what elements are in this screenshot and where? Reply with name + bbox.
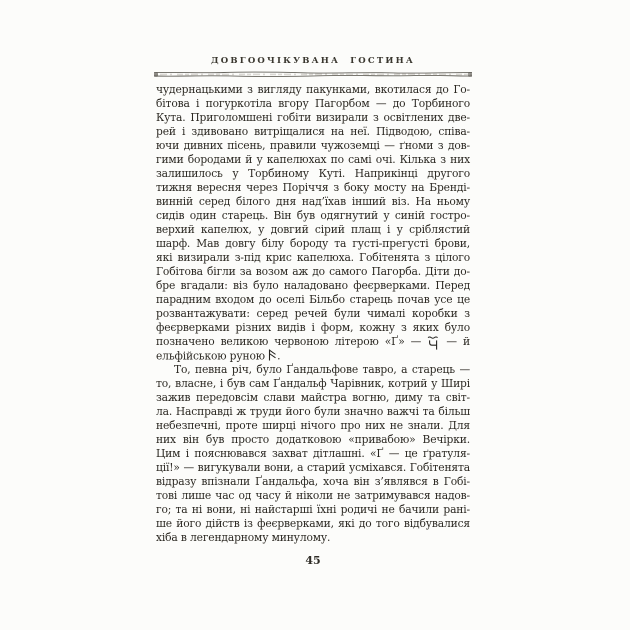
- text-line: які визирали з-під крис капелюха. Гобітенята з цілого: [156, 251, 470, 264]
- text-line: винній серед білого дня над’їхав інший віз. На ньому: [156, 195, 470, 208]
- text-line: [156, 349, 470, 363]
- text-line: [156, 335, 470, 349]
- page-content: [156, 0, 470, 630]
- text-line: зажив передовсім слави майстра вогню, диму та світ-: [156, 391, 470, 404]
- text-line: тові лише час од часу й ніколи не затримувався надов-: [156, 489, 470, 502]
- text-fragment: ельфійською руною: [156, 349, 269, 363]
- text-line: чудернацькими з вигляду пакунками, вкотилася до Го-: [156, 83, 470, 96]
- text-line: ше його дійств із феєрверками, які до того відбувалися: [156, 517, 470, 530]
- text-line: рей і здивовано витріщалися на неї. Підводою, співа-: [156, 125, 470, 138]
- text-line: шарф. Мав довгу білу бороду та густі-прегусті брови,: [156, 237, 470, 250]
- text-fragment: позначено великою червоною літерою «Ґ» —: [156, 335, 428, 348]
- text-fragment: .: [277, 349, 281, 363]
- text-line: Кута. Приголомшені гобіти визирали з освітлених две-: [156, 111, 470, 124]
- text-line: залишилось у Торбиному Куті. Наприкінці другого: [156, 167, 470, 180]
- text-line: відразу впізнали Ґандальфа, хоча він з’являвся в Гобі-: [156, 475, 470, 488]
- text-line: то, власне, і був сам Ґандальф Чарівник, котрий у Ширі: [156, 377, 470, 390]
- text-line: розвантажувати: серед речей були чималі коробки з: [156, 307, 470, 320]
- chapter-title: ДОВГООЧІКУВАНА ГОСТИНА: [211, 56, 415, 66]
- text-line: хіба в легендарному минулому.: [156, 531, 331, 544]
- text-fragment: — й: [440, 335, 470, 348]
- text-line: бре вгадали: віз було наладовано феєрверками. Перед: [156, 279, 470, 292]
- text-line: них він був просто додатковою «привабою» Вечірки.: [156, 433, 470, 446]
- text-line: феєрверками різних видів і форм, кожну з яких було: [156, 321, 470, 334]
- text-line: Цим і пояснювався захват дітлашні. «Ґ — це ґратуля-: [156, 447, 470, 460]
- page-number: 45: [305, 554, 321, 567]
- text-line: ючи дивних пісень, правили чужоземці — ґноми з дов-: [156, 139, 470, 152]
- text-line: Гобітова бігли за возом аж до самого Пагорба. Діти до-: [156, 265, 470, 278]
- text-line: ції!» — вигукували вони, а старий усміхався. Гобітенята: [156, 461, 470, 474]
- text-line: ла. Насправді ж труди його були значно важчі та більш: [156, 405, 470, 418]
- text-line: небезпечні, проте ширці нічого про них не знали. Для: [156, 419, 470, 432]
- text-line: гими бородами й у капелюхах по самі очі. Кілька з них: [156, 153, 470, 166]
- text-line: верхий капелюх, у довгий сірий плащ і у сріблястий: [156, 223, 470, 236]
- text-line: тижня вересня через Поріччя з боку мосту на Бренді-: [156, 181, 470, 194]
- tengwar-g-icon: [427, 336, 440, 350]
- text-line: сидів один старець. Він був одягнутий у синій гостро-: [156, 209, 470, 222]
- cirth-rune-icon: [268, 349, 277, 361]
- text-line: го; та ні вони, ні найстарші їхні родичі не бачили рані-: [156, 503, 470, 516]
- header-rule-ornament: [154, 71, 472, 78]
- text-line: То, певна річ, було Ґандальфове тавро, а старець —: [174, 363, 470, 376]
- text-line: бітова і погуркотіла вгору Пагорбом — до Торбиного: [156, 97, 470, 110]
- body-text: [156, 83, 470, 545]
- text-line: парадним входом до оселі Більбо старець почав усе це: [156, 293, 470, 306]
